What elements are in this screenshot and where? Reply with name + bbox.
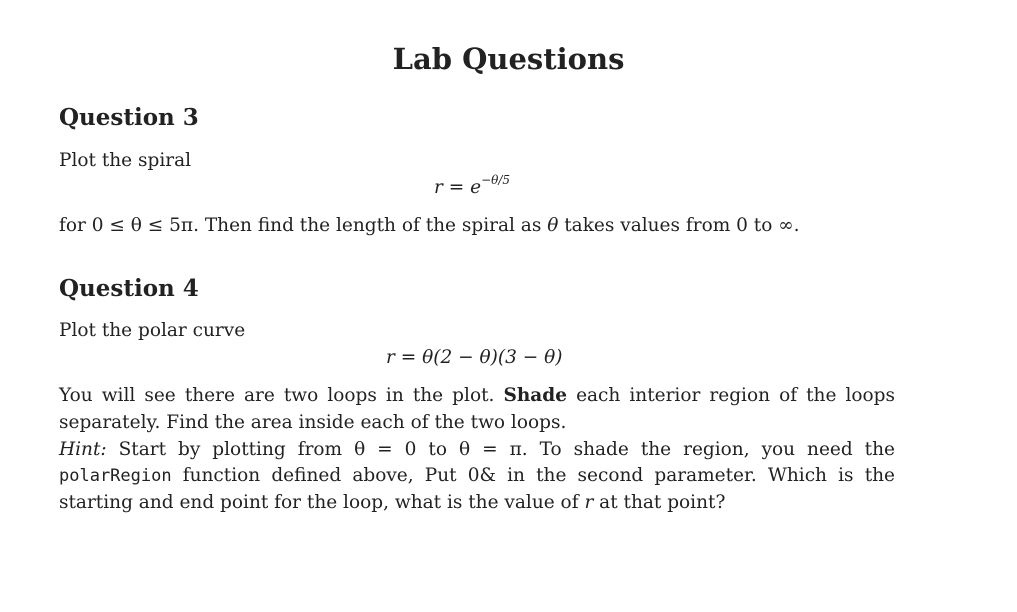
question-3-intro: Plot the spiral [59,150,192,171]
question-3-heading: Question 3 [59,104,199,131]
spiral-equation-base: r = e [434,177,482,198]
hint-line-3 [59,492,725,513]
hint-text-c: starting and end point for the loop, what is the value of [59,492,585,513]
hint-text-b: function defined above, Put 0& in the second parameter. Which is the [182,465,895,486]
hint-line-1 [59,439,895,460]
code-polar-region: polarRegion [59,466,172,486]
polar-curve-equation: r = θ(2 − θ)(3 − θ) [386,347,563,368]
hint-r-variable: r [584,492,594,513]
question-3-text [59,215,800,236]
shade-keyword: Shade [503,385,567,406]
question-4-intro: Plot the polar curve [59,320,246,341]
spiral-equation-exponent: −θ/5 [481,173,511,187]
question-4-paragraph-line-2: separately. Find the area inside each of the two loops. [59,412,567,433]
question-3-theta: θ [547,215,559,236]
page-title: Lab Questions [392,42,625,76]
question-3-text-a: for 0 ≤ θ ≤ 5π. Then find the length of the spiral as [59,215,548,236]
question-4-text-a: You will see there are two loops in the plot. [59,385,495,406]
question-4-text-b: each interior region of the loops [576,385,896,406]
hint-text-a: Start by plotting from θ = 0 to θ = π. To shade the region, you need the [118,439,895,460]
spiral-equation [434,173,511,198]
question-3-text-b: takes values from 0 to ∞. [558,215,800,236]
question-4-heading: Question 4 [59,275,199,302]
question-4-paragraph-line-1 [59,385,895,406]
hint-label: Hint: [59,439,107,460]
hint-line-2 [59,465,895,486]
hint-text-d: at that point? [593,492,726,513]
